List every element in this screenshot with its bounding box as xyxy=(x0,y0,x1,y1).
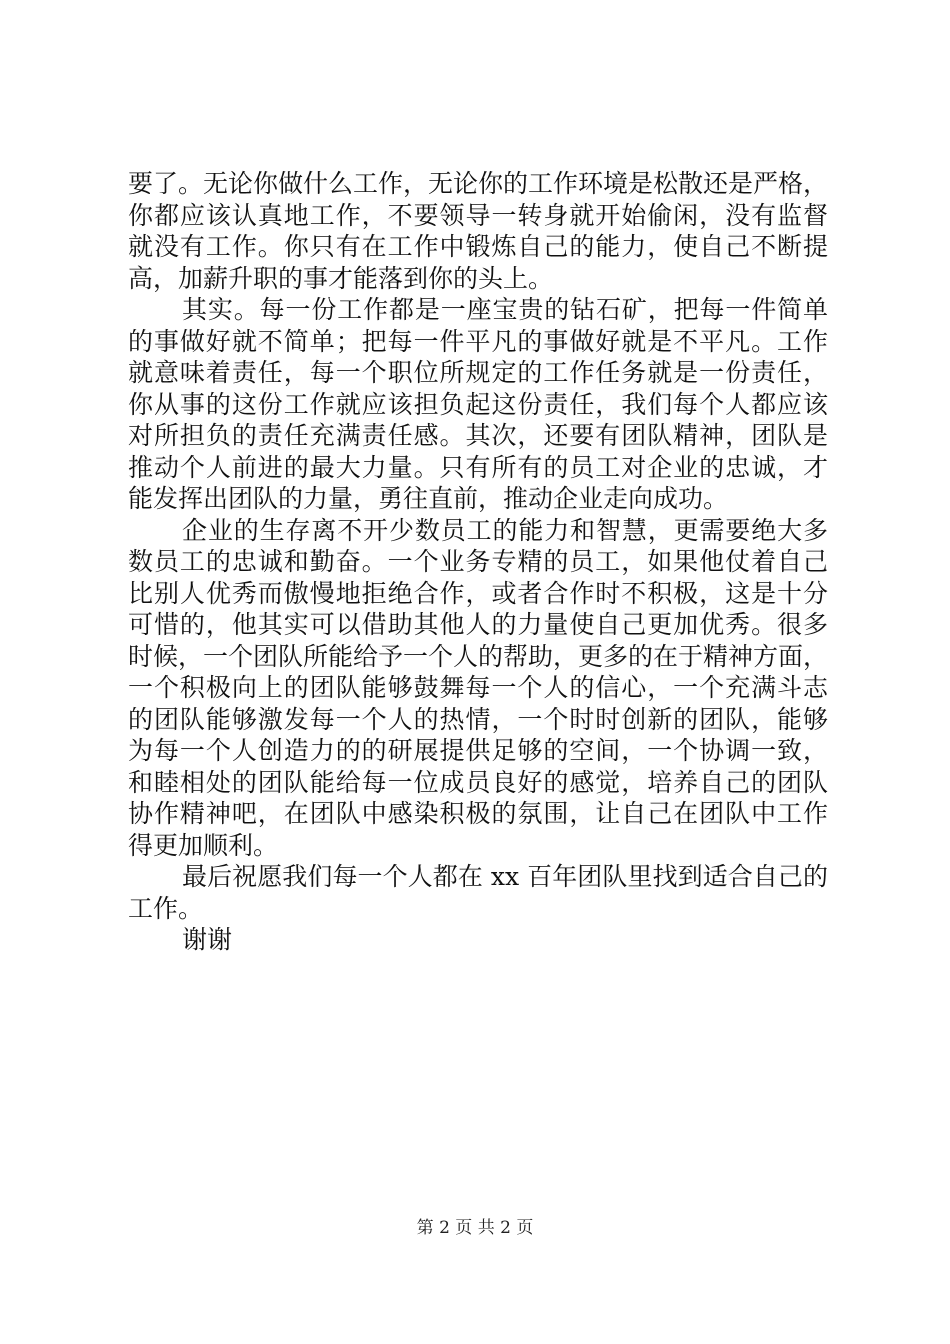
text-line: 对所担负的责任充满责任感。其次，还要有团队精神，团队是 xyxy=(128,421,828,450)
text-line: 可惜的，他其实可以借助其他人的力量使自己更加优秀。很多 xyxy=(128,610,828,639)
document-body xyxy=(128,168,828,956)
text-line: 一个积极向上的团队能够鼓舞每一个人的信心，一个充满斗志 xyxy=(128,673,828,702)
text-line: 就没有工作。你只有在工作中锻炼自己的能力，使自己不断提 xyxy=(128,232,828,261)
text-line: 谢谢 xyxy=(182,925,233,954)
text-line: 工作。 xyxy=(128,893,204,923)
text-line: 数员工的忠诚和勤奋。一个业务专精的员工，如果他仗着自己 xyxy=(128,547,828,576)
text-line: 协作精神吧，在团队中感染积极的氛围，让自己在团队中工作 xyxy=(128,799,828,828)
page-footer xyxy=(0,1213,950,1238)
text-line: 的事做好就不简单；把每一件平凡的事做好就是不平凡。工作 xyxy=(128,326,828,356)
text-line: 为每一个人创造力的的研展提供足够的空间，一个协调一致， xyxy=(128,736,828,765)
text-line: 高，加薪升职的事才能落到你的头上。 xyxy=(128,263,554,293)
text-line: 要了。无论你做什么工作，无论你的工作环境是松散还是严格， xyxy=(128,169,829,198)
text-line: 就意味着责任，每一个职位所规定的工作任务就是一份责任， xyxy=(128,358,828,387)
text-line: 能发挥出团队的力量，勇往直前，推动企业走向成功。 xyxy=(128,484,729,513)
text-line: 得更加顺利。 xyxy=(128,830,279,860)
text-line: 其实。每一份工作都是一座宝贵的钻石矿，把每一件简单 xyxy=(182,295,828,324)
text-line: 最后祝愿我们每一个人都在 xx 百年团队里找到适合自己的 xyxy=(182,862,828,891)
text-line: 你从事的这份工作就应该担负起这份责任，我们每个人都应该 xyxy=(128,389,828,419)
text-line: 和睦相处的团队能给每一位成员良好的感觉，培养自己的团队 xyxy=(128,767,828,797)
text-line: 比别人优秀而傲慢地拒绝合作，或者合作时不积极，这是十分 xyxy=(128,578,828,608)
page-number: 第 2 页 共 2 页 xyxy=(416,1218,534,1238)
text-line: 企业的生存离不开少数员工的能力和智慧，更需要绝大多 xyxy=(182,515,828,545)
text-line: 时候，一个团队所能给予一个人的帮助，更多的在于精神方面， xyxy=(128,641,829,671)
text-line: 的团队能够激发每一个人的热情，一个时时创新的团队，能够 xyxy=(128,704,828,734)
text-line: 你都应该认真地工作，不要领导一转身就开始偷闲，没有监督 xyxy=(128,200,828,230)
text-line: 推动个人前进的最大力量。只有所有的员工对企业的忠诚，才 xyxy=(128,452,828,482)
